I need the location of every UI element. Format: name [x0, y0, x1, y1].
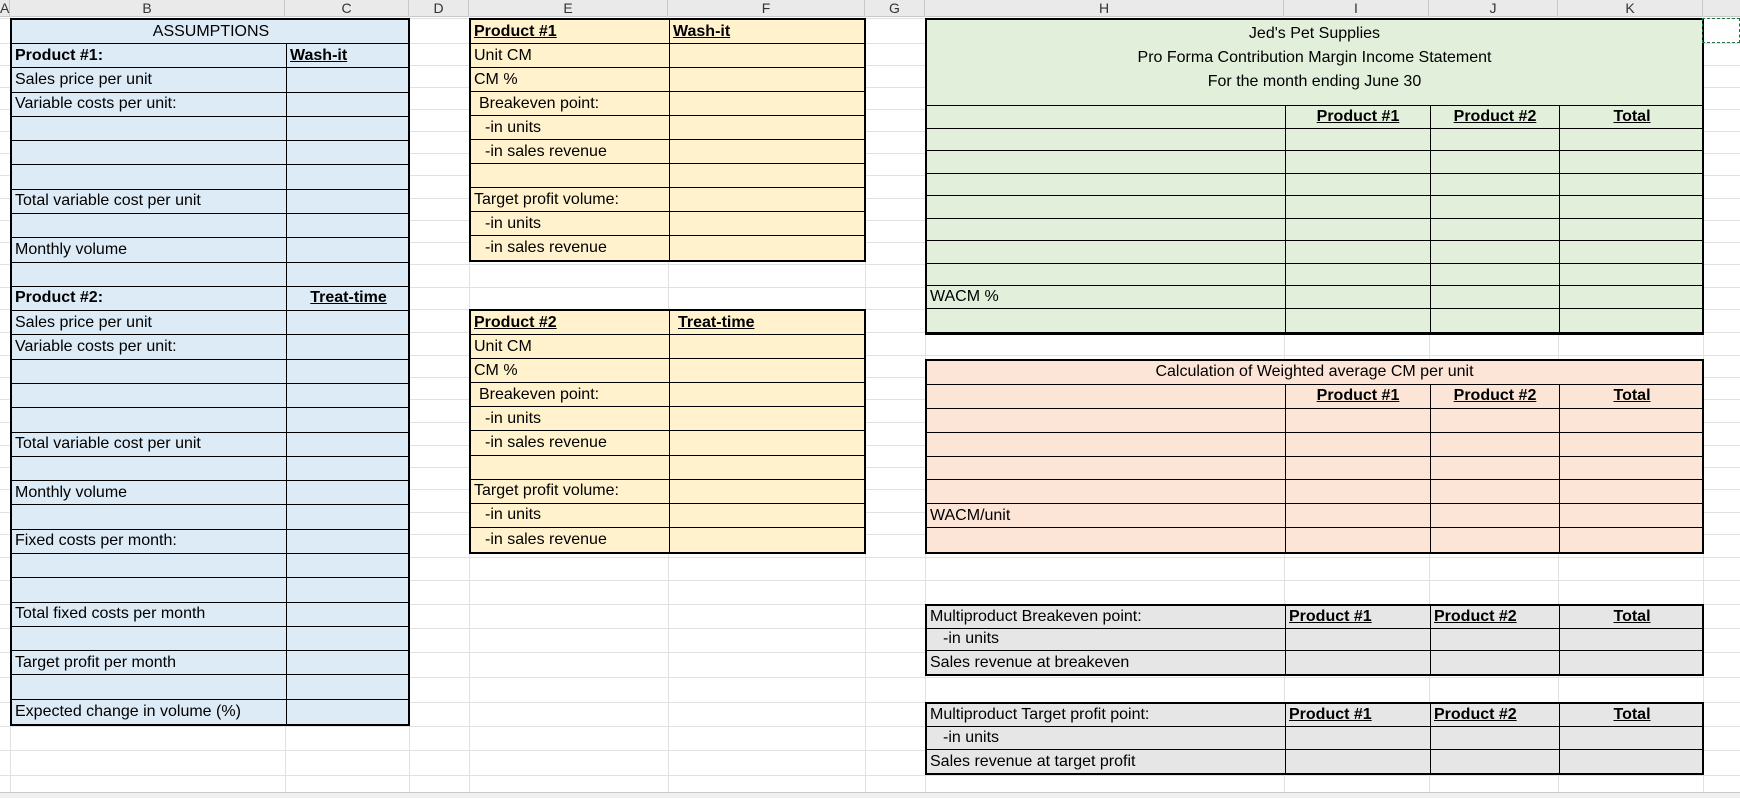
weighted-cm-title[interactable]: Calculation of Weighted average CM per unit: [1155, 363, 1474, 381]
income-header-row-product2[interactable]: Product #2: [1431, 106, 1560, 128]
assumption-label[interactable]: Variable costs per unit:: [12, 93, 287, 116]
gridline-row: [0, 775, 1740, 776]
analysis-row: [471, 480, 864, 504]
analysis-label[interactable]: Unit CM: [471, 335, 670, 358]
column-header-g[interactable]: G: [865, 0, 925, 16]
analysis-row: [471, 140, 864, 164]
income-header-row: [927, 106, 1702, 129]
assumption-value[interactable]: [287, 190, 410, 213]
assumption-label[interactable]: [12, 627, 287, 650]
weighted-cm-row: [927, 528, 1702, 552]
income-row-product1[interactable]: [1286, 129, 1431, 151]
income-row-label[interactable]: [927, 241, 1286, 263]
column-header-j[interactable]: J: [1429, 0, 1558, 16]
analysis-label[interactable]: -in units: [471, 407, 670, 430]
company-name[interactable]: Jed's Pet Supplies: [1248, 25, 1381, 42]
income-row-product2[interactable]: [1431, 151, 1560, 173]
target_profit-units-row: [927, 727, 1702, 750]
weighted-cm-row-product2[interactable]: [1431, 480, 1560, 503]
income-row-product1[interactable]: [1286, 174, 1431, 196]
analysis-row: [471, 44, 864, 68]
assumption-label[interactable]: [12, 505, 287, 528]
assumption-label[interactable]: Monthly volume: [12, 481, 287, 504]
assumption-row: [12, 44, 408, 68]
weighted-cm-wacm-row-total[interactable]: [1560, 504, 1704, 527]
assumption-row: [12, 68, 408, 92]
assumption-label[interactable]: [12, 384, 287, 407]
analysis-row: [471, 359, 864, 383]
assumption-value[interactable]: [287, 263, 410, 286]
assumption-row: [12, 408, 408, 432]
income-row-product1[interactable]: [1286, 264, 1431, 286]
product2-analysis-table: [469, 309, 866, 554]
income-row-total[interactable]: [1560, 309, 1704, 333]
analysis-value[interactable]: [670, 140, 866, 163]
assumption-value[interactable]: Treat-time: [310, 289, 387, 307]
assumption-row: [12, 238, 408, 262]
weighted-cm-header-row-label[interactable]: [927, 385, 1286, 408]
assumption-row: [12, 578, 408, 602]
assumption-row: [12, 554, 408, 578]
income-row-product1[interactable]: [1286, 309, 1431, 333]
analysis-label[interactable]: -in units: [471, 504, 670, 527]
product2-header-row: [471, 311, 864, 335]
assumption-value[interactable]: [287, 675, 410, 698]
assumption-value[interactable]: [287, 481, 410, 504]
assumption-label[interactable]: [12, 360, 287, 383]
analysis-value[interactable]: [670, 359, 866, 382]
assumption-value[interactable]: [287, 214, 410, 237]
assumption-label[interactable]: [12, 214, 287, 237]
analysis-value[interactable]: [670, 44, 866, 67]
weighted-cm-wacm-row-label[interactable]: WACM/unit: [927, 504, 1286, 527]
assumption-row: [12, 627, 408, 651]
analysis-label[interactable]: -in sales revenue: [471, 431, 670, 454]
breakeven-header-row-label[interactable]: Multiproduct Breakeven point:: [927, 606, 1286, 628]
weighted-cm-row-product2[interactable]: [1431, 457, 1560, 480]
weighted-cm-row-total[interactable]: [1560, 433, 1704, 456]
weighted-cm-wacm-row: [927, 504, 1702, 528]
income-row: [927, 129, 1702, 152]
breakeven-units-row-product2[interactable]: [1431, 629, 1560, 651]
column-header-a[interactable]: A: [0, 0, 10, 16]
weighted-cm-table: [925, 359, 1704, 554]
assumption-row: [12, 190, 408, 214]
assumption-value[interactable]: [287, 335, 410, 358]
income-row: [927, 241, 1702, 264]
analysis-row: [471, 407, 864, 431]
analysis-row: [471, 236, 864, 260]
analysis-row: [471, 456, 864, 480]
assumption-value[interactable]: [287, 505, 410, 528]
analysis-value[interactable]: [670, 116, 866, 139]
assumption-row: [12, 335, 408, 359]
product1-header-label[interactable]: Product #1: [471, 20, 670, 43]
income-row: [927, 309, 1702, 334]
income-row: [927, 219, 1702, 242]
breakeven-units-row-total[interactable]: [1560, 629, 1704, 651]
analysis-row: [471, 188, 864, 212]
analysis-value[interactable]: [670, 528, 866, 552]
target_profit-units-row-total[interactable]: [1560, 727, 1704, 749]
breakeven-revenue-row-product2[interactable]: [1431, 651, 1560, 674]
income-wacm-row-total[interactable]: [1560, 286, 1704, 308]
assumption-value[interactable]: [287, 433, 410, 456]
analysis-row: [471, 504, 864, 528]
product2-header-label[interactable]: Product #2: [471, 311, 670, 334]
target_profit-units-row-label[interactable]: -in units: [927, 727, 1286, 749]
analysis-row: [471, 92, 864, 116]
weighted-cm-wacm-row-product2[interactable]: [1431, 504, 1560, 527]
column-header-k[interactable]: K: [1558, 0, 1703, 16]
analysis-value[interactable]: [670, 431, 866, 454]
assumption-row: [12, 457, 408, 481]
income-row-label[interactable]: [927, 151, 1286, 173]
assumption-label[interactable]: [12, 263, 287, 286]
weighted-cm-row-product1[interactable]: [1286, 528, 1431, 552]
target_profit-header-row: [927, 704, 1702, 727]
assumption-row: [12, 505, 408, 529]
breakeven-revenue-row-total[interactable]: [1560, 651, 1704, 674]
analysis-label[interactable]: -in sales revenue: [471, 140, 670, 163]
analysis-label[interactable]: Target profit volume:: [471, 188, 670, 211]
weighted-cm-row-product2[interactable]: [1431, 528, 1560, 552]
assumption-row: [12, 700, 408, 724]
weighted-cm-header-row: [927, 385, 1702, 409]
analysis-value[interactable]: [670, 504, 866, 527]
weighted-cm-row-label[interactable]: [927, 457, 1286, 480]
income-row-product1[interactable]: [1286, 196, 1431, 218]
income-row-total[interactable]: [1560, 151, 1704, 173]
analysis-row: [471, 383, 864, 407]
target_profit-header-row-product1[interactable]: Product #1: [1286, 704, 1431, 726]
weighted-cm-row-product2[interactable]: [1431, 433, 1560, 456]
breakeven-header-row: [927, 606, 1702, 629]
assumption-label[interactable]: Sales price per unit: [12, 311, 287, 334]
income-row-product2[interactable]: [1431, 219, 1560, 241]
income-row: [927, 151, 1702, 174]
column-header-c[interactable]: C: [285, 0, 409, 16]
multiproduct-breakeven-table: [925, 604, 1704, 676]
income-row-product2[interactable]: [1431, 174, 1560, 196]
weighted-cm-row-label[interactable]: [927, 409, 1286, 432]
assumption-row: [12, 651, 408, 675]
income-wacm-row-label[interactable]: WACM %: [927, 286, 1286, 308]
weighted-cm-row-product2[interactable]: [1431, 409, 1560, 432]
assumption-label[interactable]: Product #2:: [12, 287, 287, 310]
income-header-row-total[interactable]: Total: [1613, 107, 1651, 125]
product2-header-value[interactable]: Treat-time: [678, 313, 755, 331]
sheet-bottom-bar: [0, 792, 1740, 798]
analysis-label[interactable]: [471, 164, 670, 187]
analysis-value[interactable]: [670, 383, 866, 406]
weighted-cm-row-label[interactable]: [927, 433, 1286, 456]
assumption-label[interactable]: Monthly volume: [12, 238, 287, 261]
target_profit-revenue-row-label[interactable]: Sales revenue at target profit: [927, 750, 1286, 773]
assumption-value[interactable]: [287, 627, 410, 650]
assumptions-title[interactable]: ASSUMPTIONS: [152, 22, 270, 40]
income-row-total[interactable]: [1560, 129, 1704, 151]
income-statement-table: [925, 18, 1704, 335]
weighted-cm-row-product1[interactable]: [1286, 480, 1431, 503]
weighted-cm-wacm-row-product1[interactable]: [1286, 504, 1431, 527]
assumption-value[interactable]: [287, 141, 410, 164]
income-row: [927, 264, 1702, 287]
assumption-row: [12, 263, 408, 287]
analysis-label[interactable]: Breakeven point:: [471, 92, 670, 115]
analysis-value[interactable]: [670, 480, 866, 503]
income-wacm-row-product2[interactable]: [1431, 286, 1560, 308]
analysis-value[interactable]: [670, 92, 866, 115]
assumption-value[interactable]: [287, 117, 410, 140]
income-row-product1[interactable]: [1286, 219, 1431, 241]
weighted-cm-header-row-total[interactable]: Total: [1613, 387, 1651, 405]
assumption-row: [12, 360, 408, 384]
assumption-label[interactable]: [12, 554, 287, 577]
target_profit-revenue-row-product2[interactable]: [1431, 750, 1560, 773]
weighted-cm-title-row: [927, 361, 1702, 385]
multiproduct-target-profit-table: [925, 702, 1704, 775]
breakeven-revenue-row: [927, 651, 1702, 674]
assumption-label[interactable]: Target profit per month: [12, 651, 287, 674]
income-title-separator: [927, 105, 1702, 106]
income-row-product2[interactable]: [1431, 241, 1560, 263]
assumption-row: [12, 287, 408, 311]
income-row-product1[interactable]: [1286, 151, 1431, 173]
assumption-row: [12, 675, 408, 699]
weighted-cm-row: [927, 409, 1702, 433]
analysis-value[interactable]: [670, 236, 866, 260]
assumption-label[interactable]: Expected change in volume (%): [12, 700, 287, 724]
analysis-label[interactable]: CM %: [471, 359, 670, 382]
income-row-product1[interactable]: [1286, 241, 1431, 263]
assumption-value[interactable]: [287, 384, 410, 407]
product1-header-value[interactable]: Wash-it: [673, 22, 731, 40]
assumption-row: [12, 214, 408, 238]
assumption-value[interactable]: [287, 360, 410, 383]
breakeven-header-row-total[interactable]: Total: [1613, 607, 1651, 625]
income-row-label[interactable]: [927, 309, 1286, 333]
product1-header-row: [471, 20, 864, 44]
column-header-i[interactable]: I: [1284, 0, 1429, 16]
analysis-label[interactable]: -in sales revenue: [471, 236, 670, 260]
income-wacm-row-product1[interactable]: [1286, 286, 1431, 308]
assumption-label[interactable]: [12, 408, 287, 431]
assumption-value[interactable]: [287, 408, 410, 431]
income-row-total[interactable]: [1560, 264, 1704, 286]
analysis-label[interactable]: -in sales revenue: [471, 528, 670, 552]
analysis-label[interactable]: Breakeven point:: [471, 383, 670, 406]
target_profit-header-row-product2[interactable]: Product #2: [1431, 704, 1560, 726]
assumption-value[interactable]: [287, 457, 410, 480]
breakeven-units-row-product1[interactable]: [1286, 629, 1431, 651]
analysis-label[interactable]: CM %: [471, 68, 670, 91]
target_profit-units-row-product2[interactable]: [1431, 727, 1560, 749]
assumption-label[interactable]: [12, 457, 287, 480]
copy-selection-marquee: [1702, 18, 1740, 43]
analysis-value[interactable]: [670, 407, 866, 430]
income-row-product2[interactable]: [1431, 129, 1560, 151]
assumption-label[interactable]: [12, 141, 287, 164]
assumption-value[interactable]: [287, 700, 410, 724]
assumption-label[interactable]: Total variable cost per unit: [12, 433, 287, 456]
assumption-label[interactable]: Product #1:: [12, 44, 287, 67]
weighted-cm-row-total[interactable]: [1560, 409, 1704, 432]
assumption-value[interactable]: [287, 554, 410, 577]
statement-title[interactable]: Pro Forma Contribution Margin Income Statement: [1137, 49, 1492, 66]
assumption-row: [12, 384, 408, 408]
analysis-label[interactable]: -in units: [471, 212, 670, 235]
assumption-row: [12, 433, 408, 457]
assumption-label[interactable]: [12, 675, 287, 698]
assumption-label[interactable]: Variable costs per unit:: [12, 335, 287, 358]
weighted-cm-row-total[interactable]: [1560, 480, 1704, 503]
weighted-cm-row-product1[interactable]: [1286, 457, 1431, 480]
income-row-total[interactable]: [1560, 174, 1704, 196]
target_profit-revenue-row: [927, 750, 1702, 773]
income-row: [927, 174, 1702, 197]
income-row: [927, 196, 1702, 219]
assumption-label[interactable]: [12, 117, 287, 140]
income-row-total[interactable]: [1560, 196, 1704, 218]
weighted-cm-row-label[interactable]: [927, 480, 1286, 503]
analysis-label[interactable]: Unit CM: [471, 44, 670, 67]
assumption-row: [12, 530, 408, 554]
assumption-row: [12, 165, 408, 189]
analysis-label[interactable]: Target profit volume:: [471, 480, 670, 503]
breakeven-revenue-row-label[interactable]: Sales revenue at breakeven: [927, 651, 1286, 674]
breakeven-revenue-row-product1[interactable]: [1286, 651, 1431, 674]
income-row-total[interactable]: [1560, 219, 1704, 241]
analysis-value[interactable]: [670, 188, 866, 211]
breakeven-units-row-label[interactable]: -in units: [927, 629, 1286, 651]
target_profit-revenue-row-product1[interactable]: [1286, 750, 1431, 773]
analysis-value[interactable]: [670, 212, 866, 235]
column-header-h[interactable]: H: [925, 0, 1284, 16]
column-header-b[interactable]: B: [10, 0, 285, 16]
analysis-value[interactable]: [670, 68, 866, 91]
analysis-row: [471, 68, 864, 92]
income-row-product2[interactable]: [1431, 309, 1560, 333]
income-row-product2[interactable]: [1431, 196, 1560, 218]
column-header-e[interactable]: E: [469, 0, 668, 16]
breakeven-header-row-product1[interactable]: Product #1: [1286, 606, 1431, 628]
assumptions-table: [10, 18, 410, 726]
assumption-value[interactable]: [287, 68, 410, 91]
assumption-label[interactable]: Total variable cost per unit: [12, 190, 287, 213]
analysis-value[interactable]: [670, 164, 866, 187]
assumption-value[interactable]: [287, 165, 410, 188]
assumption-value[interactable]: Wash-it: [290, 46, 348, 64]
statement-period[interactable]: For the month ending June 30: [1207, 73, 1422, 90]
assumption-value[interactable]: [287, 578, 410, 601]
analysis-row: [471, 528, 864, 552]
weighted-cm-header-row-product2[interactable]: Product #2: [1431, 385, 1560, 408]
income-header-row-product1[interactable]: Product #1: [1286, 106, 1431, 128]
analysis-value[interactable]: [670, 456, 866, 479]
assumption-label[interactable]: Total fixed costs per month: [12, 603, 287, 626]
target_profit-revenue-row-total[interactable]: [1560, 750, 1704, 773]
assumptions-title-row: [12, 20, 408, 44]
analysis-label[interactable]: -in units: [471, 116, 670, 139]
assumption-row: [12, 93, 408, 117]
weighted-cm-row: [927, 480, 1702, 504]
weighted-cm-row-total[interactable]: [1560, 457, 1704, 480]
income-wacm-row: [927, 286, 1702, 309]
assumption-label[interactable]: [12, 165, 287, 188]
weighted-cm-row-product1[interactable]: [1286, 409, 1431, 432]
income-row-product2[interactable]: [1431, 264, 1560, 286]
column-header-f[interactable]: F: [668, 0, 865, 16]
income-row-label[interactable]: [927, 219, 1286, 241]
analysis-row: [471, 335, 864, 359]
analysis-row: [471, 164, 864, 188]
weighted-cm-row-total[interactable]: [1560, 528, 1704, 552]
income-row-label[interactable]: [927, 174, 1286, 196]
assumption-value[interactable]: [287, 238, 410, 261]
assumption-row: [12, 117, 408, 141]
analysis-row: [471, 116, 864, 140]
assumption-row: [12, 603, 408, 627]
target_profit-header-row-label[interactable]: Multiproduct Target profit point:: [927, 704, 1286, 726]
breakeven-units-row: [927, 629, 1702, 652]
assumption-label[interactable]: Sales price per unit: [12, 68, 287, 91]
weighted-cm-row: [927, 457, 1702, 481]
assumption-row: [12, 141, 408, 165]
weighted-cm-row-label[interactable]: [927, 528, 1286, 552]
weighted-cm-row-product1[interactable]: [1286, 433, 1431, 456]
analysis-label[interactable]: [471, 456, 670, 479]
analysis-row: [471, 212, 864, 236]
assumption-row: [12, 311, 408, 335]
assumption-row: [12, 481, 408, 505]
weighted-cm-header-row-product1[interactable]: Product #1: [1286, 385, 1431, 408]
income-row-label[interactable]: [927, 264, 1286, 286]
column-header-d[interactable]: D: [409, 0, 469, 16]
product1-analysis-table: [469, 18, 866, 262]
assumption-value[interactable]: [287, 311, 410, 334]
assumption-value[interactable]: [287, 651, 410, 674]
assumption-label[interactable]: Fixed costs per month:: [12, 530, 287, 553]
breakeven-header-row-product2[interactable]: Product #2: [1431, 606, 1560, 628]
assumption-label[interactable]: [12, 578, 287, 601]
weighted-cm-row: [927, 433, 1702, 457]
analysis-row: [471, 431, 864, 455]
analysis-value[interactable]: [670, 335, 866, 358]
assumption-value[interactable]: [287, 603, 410, 626]
assumption-value[interactable]: [287, 530, 410, 553]
target_profit-header-row-total[interactable]: Total: [1613, 706, 1651, 723]
assumption-value[interactable]: [287, 93, 410, 116]
income-header-row-label[interactable]: [927, 106, 1286, 128]
target_profit-units-row-product1[interactable]: [1286, 727, 1431, 749]
income-row-label[interactable]: [927, 129, 1286, 151]
income-row-total[interactable]: [1560, 241, 1704, 263]
income-row-label[interactable]: [927, 196, 1286, 218]
